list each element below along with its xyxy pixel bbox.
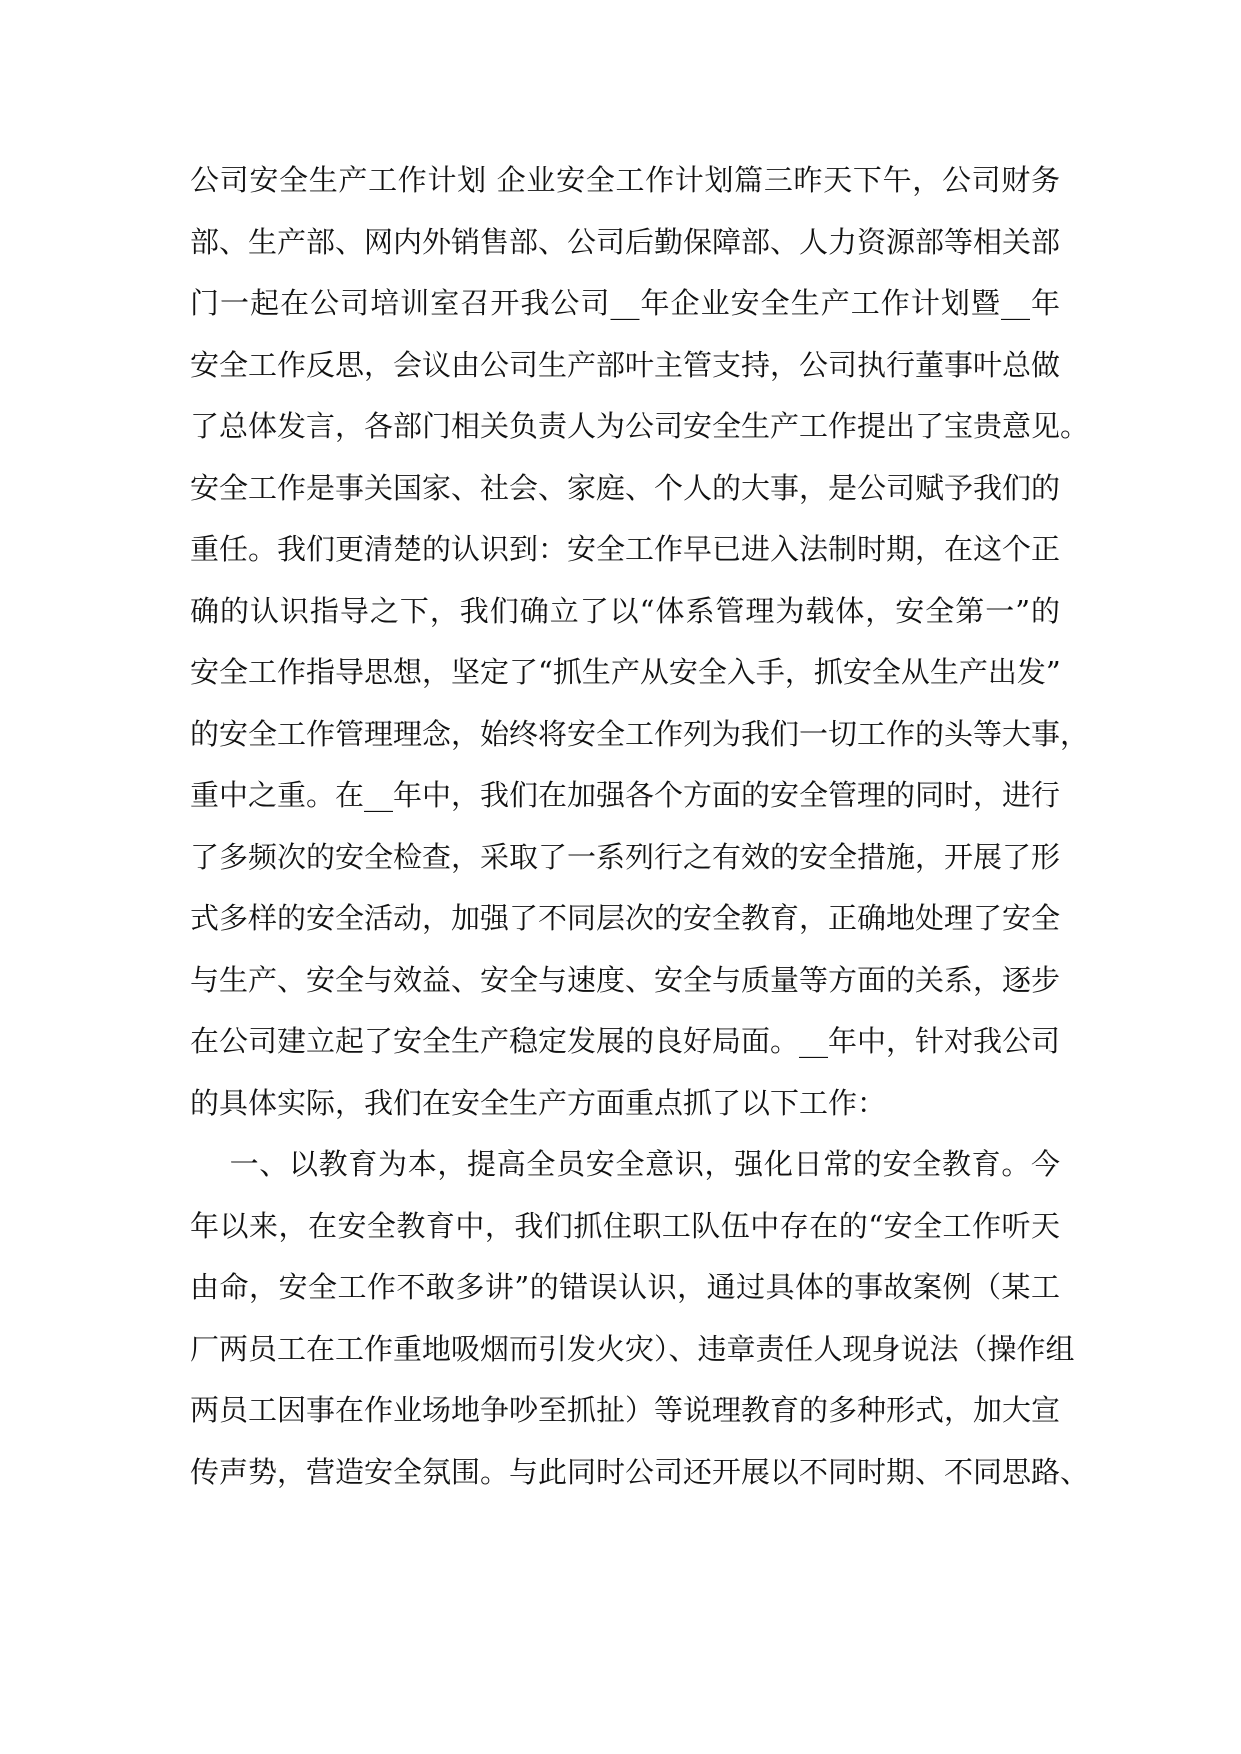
text-line-1: 公司安全生产工作计划 企业安全工作计划篇三昨天下午，公司财务 [190, 163, 1060, 197]
text-line-8: 确的认识指导之下，我们确立了以“体系管理为载体，安全第一”的 [190, 593, 1060, 628]
text-line-10: 的安全工作管理理念，始终将安全工作列为我们一切工作的头等大事， [190, 716, 1090, 751]
text-line-3: 门一起在公司培训室召开我公司__年企业安全生产工作计划暨__年 [190, 286, 1060, 320]
text-line-18: 年以来，在安全教育中，我们抓住职工队伍中存在的“安全工作听天 [190, 1208, 1060, 1243]
body-text [190, 157, 1090, 1510]
text-line-16: 的具体实际，我们在安全生产方面重点抓了以下工作： [190, 1085, 887, 1120]
text-line-5: 了总体发言，各部门相关负责人为公司安全生产工作提出了宝贵意见。 [190, 409, 1090, 443]
text-line-11: 重中之重。在__年中，我们在加强各个方面的安全管理的同时，进行 [190, 778, 1061, 812]
text-line-9: 安全工作指导思想，坚定了“抓生产从安全入手，抓安全从生产出发” [190, 655, 1061, 689]
text-line-14: 与生产、安全与效益、安全与速度、安全与质量等方面的关系，逐步 [190, 962, 1061, 997]
text-line-4: 安全工作反思，会议由公司生产部叶主管支持，公司执行董事叶总做 [190, 347, 1061, 382]
text-line-12: 了多频次的安全检查，采取了一系列行之有效的安全措施，开展了形 [190, 839, 1061, 874]
text-line-19: 由命，安全工作不敢多讲”的错误认识，通过具体的事故案例（某工 [190, 1270, 1060, 1304]
text-line-6: 安全工作是事关国家、社会、家庭、个人的大事，是公司赋予我们的 [190, 470, 1061, 505]
text-line-20: 厂两员工在工作重地吸烟而引发火灾）、违章责任人现身说法（操作组 [190, 1331, 1075, 1366]
text-line-15: 在公司建立起了安全生产稳定发展的良好局面。__年中，针对我公司 [190, 1024, 1061, 1058]
text-line-17: 一、以教育为本，提高全员安全意识，强化日常的安全教育。今 [190, 1147, 1060, 1181]
text-line-21: 两员工因事在作业场地争吵至抓扯）等说理教育的多种形式，加大宣 [190, 1393, 1061, 1427]
text-line-2: 部、生产部、网内外销售部、公司后勤保障部、人力资源部等相关部 [190, 224, 1061, 259]
text-line-22: 传声势，营造安全氛围。与此同时公司还开展以不同时期、不同思路、 [190, 1454, 1090, 1489]
text-line-13: 式多样的安全活动，加强了不同层次的安全教育，正确地处理了安全 [190, 901, 1061, 935]
text-line-7: 重任。我们更清楚的认识到：安全工作早已进入法制时期，在这个正 [190, 532, 1061, 566]
